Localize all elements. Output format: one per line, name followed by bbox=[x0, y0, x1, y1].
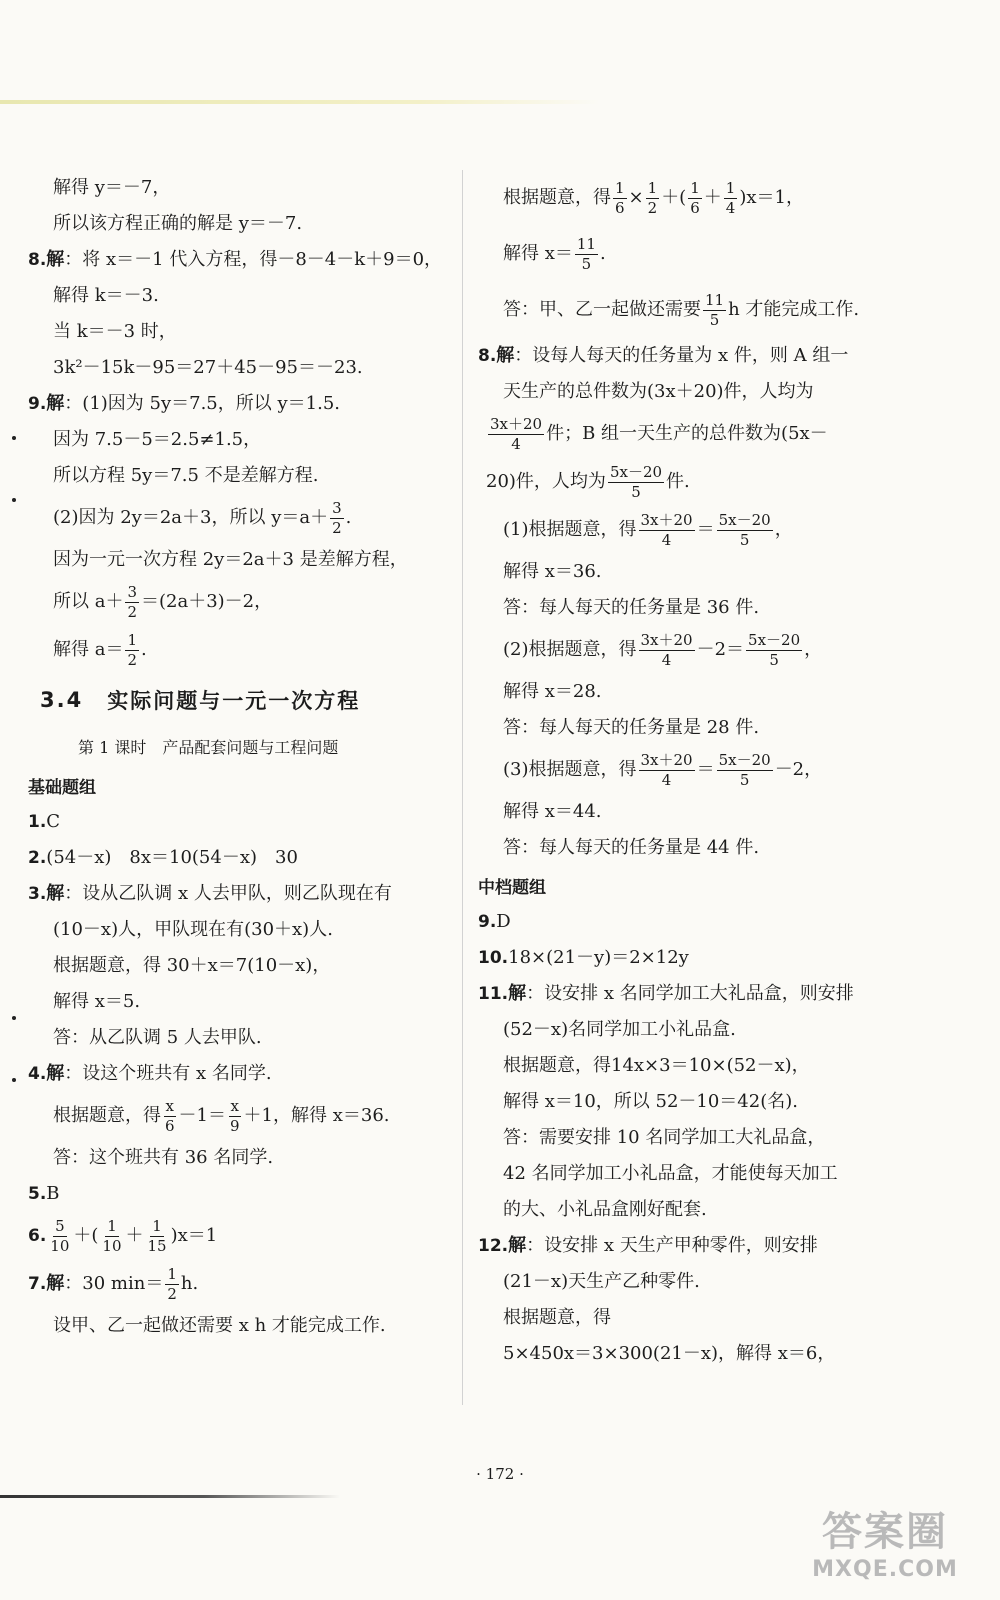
denominator: 2 bbox=[332, 518, 342, 537]
numerator: 1 bbox=[167, 1265, 177, 1283]
denominator: 6 bbox=[615, 198, 625, 217]
question-4 bbox=[28, 1056, 453, 1092]
text: ：设安排 x 名同学加工大礼品盒，则安排 bbox=[526, 983, 854, 1004]
numerator: 5x－20 bbox=[718, 751, 771, 769]
text-line bbox=[478, 830, 918, 866]
fraction bbox=[125, 632, 139, 668]
watermark-site-text: MXQE.COM bbox=[812, 1557, 958, 1582]
numerator: 3x＋20 bbox=[490, 415, 543, 433]
page-number: · 172 · bbox=[476, 1465, 524, 1483]
margin-dot bbox=[12, 498, 16, 502]
answer: D bbox=[496, 911, 511, 932]
text: 解得 a＝ bbox=[53, 639, 124, 660]
text-line bbox=[28, 278, 453, 314]
fraction bbox=[165, 1266, 179, 1302]
column-divider bbox=[462, 170, 463, 1405]
denominator: 5 bbox=[739, 770, 750, 789]
fraction bbox=[717, 752, 773, 788]
watermark-logo-text: 答案圈 bbox=[822, 1509, 948, 1555]
bottom-rule bbox=[0, 1495, 340, 1498]
answer: B bbox=[46, 1183, 60, 1204]
fraction bbox=[724, 180, 738, 216]
fraction bbox=[488, 416, 544, 452]
text: 根据题意，得14x×3＝10×(52－x)， bbox=[503, 1055, 810, 1076]
text: 答：需要安排 10 名同学加工大礼品盒， bbox=[503, 1127, 826, 1148]
denominator: 2 bbox=[647, 198, 658, 217]
right-column bbox=[478, 170, 918, 1372]
question-number: 4. bbox=[28, 1063, 47, 1084]
denominator: 5 bbox=[769, 650, 779, 669]
text: ＋( bbox=[661, 187, 687, 208]
denominator: 2 bbox=[127, 650, 137, 669]
solution-label: 解 bbox=[508, 983, 527, 1004]
text: 答：甲、乙一起做还需要 bbox=[503, 299, 701, 320]
text: 解得 x＝ bbox=[503, 243, 573, 264]
text: )x＝1 bbox=[170, 1225, 218, 1246]
text: 所以该方程正确的解是 y＝－7. bbox=[53, 213, 303, 234]
lesson-heading bbox=[28, 726, 453, 766]
question-number: 6. bbox=[28, 1225, 47, 1246]
question-1 bbox=[28, 804, 453, 840]
fraction bbox=[575, 236, 598, 272]
text-line bbox=[28, 578, 453, 626]
text: . bbox=[141, 639, 147, 660]
numerator: 5x－20 bbox=[748, 631, 801, 649]
question-7 bbox=[28, 1260, 453, 1308]
text: (1)根据题意，得 bbox=[503, 519, 637, 540]
solution-label: 解 bbox=[46, 393, 65, 414]
text-line bbox=[478, 458, 918, 506]
question-number: 9. bbox=[478, 911, 497, 932]
denominator: 5 bbox=[581, 254, 592, 273]
margin-dot bbox=[12, 436, 16, 440]
group-heading: 中档题组 bbox=[478, 877, 546, 898]
question-number: 2. bbox=[28, 847, 47, 868]
text: 解得 x＝5. bbox=[53, 991, 141, 1012]
text-line bbox=[478, 1264, 918, 1300]
text: 件；B 组一天生产的总件数为(5x－ bbox=[546, 423, 828, 444]
text: ＝ bbox=[696, 519, 715, 540]
text-line bbox=[478, 170, 918, 226]
top-rule bbox=[0, 100, 600, 104]
text: × bbox=[628, 187, 644, 208]
numerator: 1 bbox=[690, 179, 700, 197]
question-10 bbox=[478, 940, 918, 976]
text: ＝(2a＋3)－2， bbox=[141, 591, 273, 612]
text-line bbox=[478, 374, 918, 410]
text: 因为 7.5－5＝2.5≠1.5， bbox=[53, 429, 262, 450]
section-heading bbox=[28, 674, 453, 726]
text: 20)件，人均为 bbox=[486, 471, 606, 492]
denominator: 2 bbox=[127, 602, 137, 621]
text: ：设每人每天的任务量为 x 件，则 A 组一 bbox=[514, 345, 849, 366]
numerator: 5x－20 bbox=[718, 511, 771, 529]
text: (2)因为 2y＝2a＋3，所以 y＝a＋ bbox=[53, 507, 329, 528]
text-line bbox=[478, 1300, 918, 1336]
left-column bbox=[28, 170, 453, 1344]
fraction bbox=[613, 180, 627, 216]
numerator: 3 bbox=[127, 583, 137, 601]
question-number: 7. bbox=[28, 1273, 47, 1294]
fraction bbox=[330, 500, 344, 536]
text-line bbox=[478, 1156, 918, 1192]
text-line bbox=[478, 590, 918, 626]
text: 答：每人每天的任务量是 36 件. bbox=[503, 597, 760, 618]
text: 解得 x＝44. bbox=[503, 801, 602, 822]
denominator: 4 bbox=[661, 530, 672, 549]
question-9 bbox=[28, 386, 453, 422]
denominator: 6 bbox=[690, 198, 700, 217]
numerator: 3 bbox=[332, 499, 342, 517]
text: 解得 y＝－7， bbox=[53, 177, 171, 198]
lesson-title: 产品配套问题与工程问题 bbox=[162, 737, 339, 757]
text: －2＝ bbox=[696, 639, 745, 660]
text-line bbox=[28, 1020, 453, 1056]
margin-dot bbox=[12, 1016, 16, 1020]
text: (52－x)名同学加工小礼品盒. bbox=[503, 1019, 736, 1040]
question-11 bbox=[478, 976, 918, 1012]
fraction bbox=[639, 632, 695, 668]
solution-label: 解 bbox=[46, 249, 65, 270]
fraction bbox=[688, 180, 702, 216]
numerator: x bbox=[165, 1097, 174, 1115]
numerator: 5 bbox=[55, 1217, 65, 1235]
text: . bbox=[345, 507, 352, 528]
text-line bbox=[28, 458, 453, 494]
text: 所以方程 5y＝7.5 不是差解方程. bbox=[53, 465, 319, 486]
question-number: 11. bbox=[478, 983, 509, 1004]
text-line bbox=[28, 170, 453, 206]
lesson-number: 第 1 课时 bbox=[78, 737, 147, 757]
numerator: 1 bbox=[107, 1217, 117, 1235]
solution-label: 解 bbox=[46, 883, 65, 904]
text-line bbox=[28, 1092, 453, 1140]
solution-label: 解 bbox=[46, 1063, 65, 1084]
text-line bbox=[478, 1336, 918, 1372]
text: 根据题意，得 bbox=[503, 187, 611, 208]
text: 解得 k＝－3. bbox=[53, 285, 159, 306]
text: 3k²－15k－95＝27＋45－95＝－23. bbox=[53, 357, 363, 378]
text: 因为一元一次方程 2y＝2a＋3 是差解方程， bbox=[53, 549, 408, 570]
text: h 才能完成工作. bbox=[728, 299, 860, 320]
text-line bbox=[478, 506, 918, 554]
question-5 bbox=[28, 1176, 453, 1212]
text-line bbox=[478, 626, 918, 674]
fraction bbox=[100, 1218, 123, 1254]
text-line bbox=[478, 554, 918, 590]
text-line bbox=[28, 422, 453, 458]
text: )x＝1， bbox=[739, 187, 804, 208]
fraction bbox=[746, 632, 802, 668]
answer: C bbox=[46, 811, 61, 832]
text-line bbox=[28, 350, 453, 386]
text: 答：每人每天的任务量是 28 件. bbox=[503, 717, 760, 738]
fraction bbox=[646, 180, 660, 216]
text: ， bbox=[804, 639, 823, 660]
question-number: 3. bbox=[28, 883, 47, 904]
text: 根据题意，得 bbox=[53, 1105, 161, 1126]
denominator: 5 bbox=[631, 482, 641, 501]
group-heading: 基础题组 bbox=[28, 777, 96, 798]
numerator: 3x＋20 bbox=[640, 511, 693, 529]
text: ＋1，解得 x＝36. bbox=[243, 1105, 390, 1126]
text: 解得 x＝10，所以 52－10＝42(名). bbox=[503, 1091, 798, 1112]
text: 解得 x＝36. bbox=[503, 561, 602, 582]
text: ：设从乙队调 x 人去甲队，则乙队现在有 bbox=[64, 883, 392, 904]
answer: 18×(21－y)＝2×12y bbox=[508, 947, 689, 968]
text: ：将 x＝－1 代入方程，得－8－4－k＋9＝0， bbox=[64, 249, 443, 270]
text: 答：从乙队调 5 人去甲队. bbox=[53, 1027, 262, 1048]
text: 解得 x＝28. bbox=[503, 681, 602, 702]
text-line bbox=[28, 206, 453, 242]
text: 设甲、乙一起做还需要 x h 才能完成工作. bbox=[53, 1315, 386, 1336]
text: . bbox=[599, 243, 606, 264]
numerator: 3x＋20 bbox=[640, 631, 693, 649]
text-line bbox=[28, 1140, 453, 1176]
text: ＋ bbox=[703, 187, 722, 208]
denominator: 4 bbox=[661, 770, 672, 789]
solution-label: 解 bbox=[508, 1235, 527, 1256]
text: 件. bbox=[666, 471, 690, 492]
question-12 bbox=[478, 1228, 918, 1264]
numerator: 11 bbox=[576, 235, 596, 253]
text: ， bbox=[774, 519, 793, 540]
text: －1＝ bbox=[178, 1105, 226, 1126]
text: 答：每人每天的任务量是 44 件. bbox=[503, 837, 760, 858]
text-line bbox=[478, 1012, 918, 1048]
text: －2， bbox=[774, 759, 823, 780]
text-line bbox=[478, 1048, 918, 1084]
denominator: 4 bbox=[511, 434, 521, 453]
text: ＋( bbox=[73, 1225, 99, 1246]
text: ：30 min＝ bbox=[64, 1273, 164, 1294]
fraction bbox=[163, 1098, 177, 1134]
text-line bbox=[478, 746, 918, 794]
fraction bbox=[639, 752, 695, 788]
fraction bbox=[146, 1218, 169, 1254]
numerator: 1 bbox=[152, 1217, 162, 1235]
text: ＋ bbox=[125, 1225, 144, 1246]
text: 答：这个班共有 36 名同学. bbox=[53, 1147, 274, 1168]
numerator: 1 bbox=[725, 179, 736, 197]
question-9 bbox=[478, 904, 918, 940]
text-line bbox=[28, 912, 453, 948]
section-title: 实际问题与一元一次方程 bbox=[107, 689, 361, 713]
text: (10－x)人，甲队现在有(30＋x)人. bbox=[53, 919, 333, 940]
fraction bbox=[717, 512, 773, 548]
fraction bbox=[639, 512, 695, 548]
text-line bbox=[28, 626, 453, 674]
denominator: 15 bbox=[147, 1236, 167, 1255]
denominator: 5 bbox=[739, 530, 750, 549]
text-line bbox=[478, 226, 918, 282]
margin-dot bbox=[12, 1078, 16, 1082]
text: 天生产的总件数为(3x＋20)件，人均为 bbox=[503, 381, 814, 402]
question-number: 5. bbox=[28, 1183, 47, 1204]
denominator: 9 bbox=[230, 1116, 240, 1135]
question-number: 12. bbox=[478, 1235, 509, 1256]
text: 5×450x＝3×300(21－x)，解得 x＝6， bbox=[503, 1343, 836, 1364]
numerator: 1 bbox=[127, 631, 137, 649]
text-line bbox=[478, 410, 918, 458]
text-line bbox=[478, 1120, 918, 1156]
denominator: 10 bbox=[50, 1236, 70, 1255]
denominator: 10 bbox=[102, 1236, 122, 1255]
text: 42 名同学加工小礼品盒，才能使每天加工 bbox=[503, 1163, 838, 1184]
fraction bbox=[703, 292, 726, 328]
watermark-logo bbox=[800, 1508, 970, 1594]
text-line bbox=[28, 1308, 453, 1344]
question-8 bbox=[478, 338, 918, 374]
question-6 bbox=[28, 1212, 453, 1260]
question-number: 8. bbox=[478, 345, 497, 366]
text: h. bbox=[180, 1273, 199, 1294]
text: 当 k＝－3 时， bbox=[53, 321, 177, 342]
fraction bbox=[125, 584, 139, 620]
question-number: 10. bbox=[478, 947, 509, 968]
text-line bbox=[478, 1192, 918, 1228]
numerator: 11 bbox=[705, 291, 725, 309]
section-number: 3.4 bbox=[40, 688, 84, 712]
text: ＝ bbox=[696, 759, 715, 780]
denominator: 6 bbox=[165, 1116, 175, 1135]
question-number: 1. bbox=[28, 811, 47, 832]
text: 根据题意，得 30＋x＝7(10－x)， bbox=[53, 955, 331, 976]
text-line bbox=[28, 494, 453, 542]
question-8 bbox=[28, 242, 453, 278]
text-line bbox=[478, 674, 918, 710]
fraction bbox=[228, 1098, 242, 1134]
text: (3)根据题意，得 bbox=[503, 759, 637, 780]
text: (21－x)天生产乙种零件. bbox=[503, 1271, 700, 1292]
question-number: 9. bbox=[28, 393, 47, 414]
numerator: 5x－20 bbox=[609, 463, 663, 481]
text-line bbox=[478, 710, 918, 746]
text-line bbox=[28, 542, 453, 578]
question-2 bbox=[28, 840, 453, 876]
text: ：设这个班共有 x 名同学. bbox=[64, 1063, 272, 1084]
denominator: 4 bbox=[725, 198, 736, 217]
numerator: x bbox=[230, 1097, 239, 1115]
fraction bbox=[48, 1218, 71, 1254]
denominator: 5 bbox=[709, 310, 720, 329]
numerator: 1 bbox=[615, 179, 625, 197]
question-number: 8. bbox=[28, 249, 47, 270]
text: ：(1)因为 5y＝7.5，所以 y＝1.5. bbox=[64, 393, 341, 414]
question-3 bbox=[28, 876, 453, 912]
text-line bbox=[478, 794, 918, 830]
text-line bbox=[28, 984, 453, 1020]
text-line bbox=[478, 282, 918, 338]
text: 所以 a＋ bbox=[53, 591, 124, 612]
denominator: 4 bbox=[661, 650, 672, 669]
numerator: 3x＋20 bbox=[640, 751, 693, 769]
text: 根据题意，得 bbox=[503, 1307, 611, 1328]
solution-label: 解 bbox=[46, 1273, 65, 1294]
numerator: 1 bbox=[647, 179, 658, 197]
text-line bbox=[478, 1084, 918, 1120]
text-line bbox=[28, 948, 453, 984]
fraction bbox=[608, 464, 664, 500]
solution-label: 解 bbox=[496, 345, 515, 366]
text: 的大、小礼品盒刚好配套. bbox=[503, 1199, 707, 1220]
answer: (54－x) 8x＝10(54－x) 30 bbox=[46, 847, 298, 868]
denominator: 2 bbox=[167, 1284, 177, 1303]
text: ：设安排 x 天生产甲种零件，则安排 bbox=[526, 1235, 818, 1256]
text-line bbox=[28, 314, 453, 350]
text: (2)根据题意，得 bbox=[503, 639, 637, 660]
